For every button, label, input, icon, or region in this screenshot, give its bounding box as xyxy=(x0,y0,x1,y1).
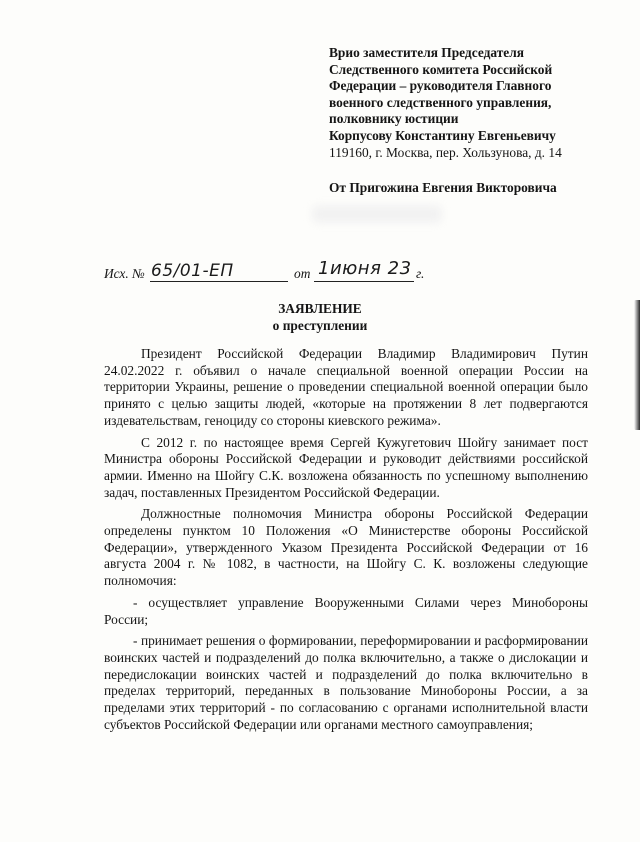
addressee-line: Следственного комитета Российской xyxy=(329,61,553,77)
paragraph: С 2012 г. по настоящее время Сергей Кужугетович Шойгу занимает пост Министра обороны Российской Федерации и руководит действиями российской армии. Именно на Шойгу С.К. возложена обязанность по успешному выполнению задач, поставленных Президентом Российской Федерации. xyxy=(104,434,588,500)
list-item: - принимает решения о формировании, переформировании и расформировании воинских частей и подразделений до полка включительно, а также о дислокации и передислокации воинских частей и подразделений до полка включительно в пределах территорий, переданных в пользование Минобороны России, а за пределами этих территорий - по согласованию с органами исполнительной власти субъектов Российской Федерации или органами местного самоуправления; xyxy=(104,633,588,732)
paragraph: Должностные полномочия Министра обороны Российской Федерации определены пунктом 10 Положения «О Министерстве обороны Российской Федерации», утвержденного Указом Президента Российской Федерации от 16 августа 2004 г. № 1082, в частности, на Шойгу С. К. возложены следующие полномочия: xyxy=(104,506,588,589)
handwritten-date: 1июня 23 xyxy=(318,258,412,279)
year-suffix: г. xyxy=(416,266,425,281)
date-underline xyxy=(314,281,414,282)
addressee-address: 119160, г. Москва, пер. Хользунова, д. 14 xyxy=(329,144,562,160)
handwritten-number: 65/01-ЕП xyxy=(151,261,234,281)
document-subtitle: о преступлении xyxy=(272,318,368,333)
addressee-block xyxy=(329,45,629,161)
sender-line: От Пригожина Евгения Викторовича xyxy=(329,180,557,195)
document-title: ЗАЯВЛЕНИЕ xyxy=(278,301,362,316)
addressee-line: Врио заместителя Председателя xyxy=(329,45,524,60)
list-item: - осуществляет управление Вооруженными Силами через Минобороны России; xyxy=(104,594,588,627)
addressee-name: Корпусову Константину Евгеньевичу xyxy=(329,127,556,143)
addressee-line: Федерации – руководителя Главного xyxy=(329,78,552,94)
paragraph: Президент Российской Федерации Владимир Владимирович Путин 24.02.2022 г. объявил о начале специальной военной операции России на территории Украины, решение о проведении специальной военной операции было принято с целью защиты людей, «которые на протяжении 8 лет подвергаются издевательствам, геноциду со стороны киевского режима». xyxy=(104,346,588,428)
number-underline xyxy=(150,281,288,282)
date-label: от xyxy=(294,266,311,281)
outgoing-number-label: Исх. № xyxy=(104,266,145,281)
document-body xyxy=(104,346,588,733)
addressee-line: полковнику юстиции xyxy=(329,111,459,127)
addressee-line: военного следственного управления, xyxy=(329,94,552,110)
outgoing-number-line xyxy=(104,258,444,284)
redacted-area xyxy=(312,205,442,223)
